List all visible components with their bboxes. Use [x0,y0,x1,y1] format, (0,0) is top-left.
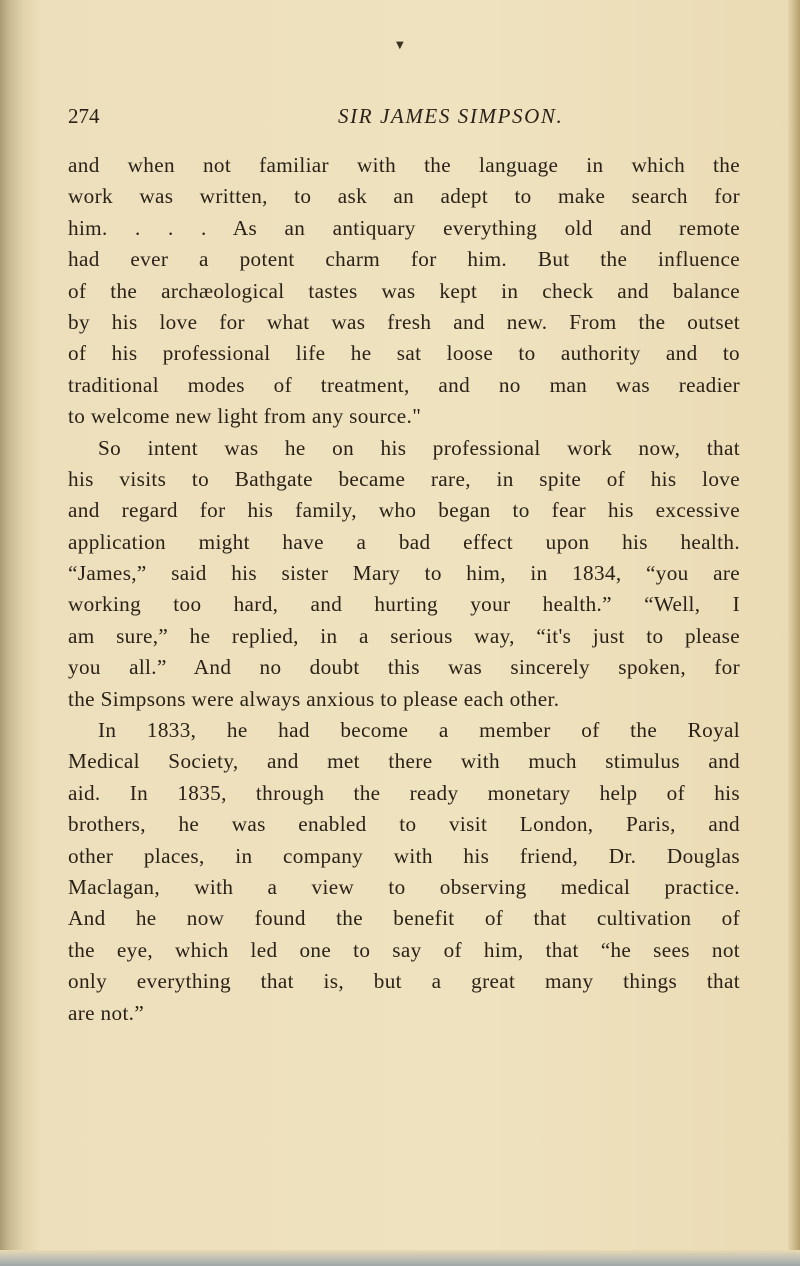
text-line: And he now found the benefit of that cultivation of [68,906,740,931]
text-line: working too hard, and hurting your health.” “Well, I [68,592,740,617]
text-line: and regard for his family, who began to fear his excessive [68,498,740,523]
text-line: am sure,” he replied, in a serious way, “it's just to please [68,623,740,648]
text-line: So intent was he on his professional work now, that [98,435,740,460]
text-line: In 1833, he had become a member of the Royal [98,718,740,743]
text-line: other places, in company with his friend, Dr. Douglas [68,843,740,868]
running-head: SIR JAMES SIMPSON. [338,104,564,128]
page-bottom-edge [0,1250,800,1266]
text-line: of the archæological tastes was kept in check and balance [68,278,740,303]
text-line: are not.” [68,1000,145,1025]
text-line: application might have a bad effect upon his health. [68,529,740,554]
text-line: you all.” And no doubt this was sincerely spoken, for [68,655,740,680]
text-line: Maclagan, with a view to observing medical practice. [68,874,740,899]
text-line: only everything that is, but a great many things that [68,969,740,994]
binding-edge [0,0,22,1266]
text-line: “James,” said his sister Mary to him, in 1834, “you are [68,561,740,586]
text-line: to welcome new light from any source." [68,404,422,429]
page-header [68,104,728,134]
text-line: aid. In 1835, through the ready monetary help of his [68,780,740,805]
text-line: the eye, which led one to say of him, that “he sees not [68,937,740,962]
text-line: and when not familiar with the language in which the [68,153,740,177]
text-line: his visits to Bathgate became rare, in spite of his love [68,466,740,491]
ink-speck: ▼ [396,40,404,51]
text-line: had ever a potent charm for him. But the influence [68,247,740,272]
page-edge [788,0,800,1266]
text-line: Medical Society, and met there with much stimulus and [68,749,740,774]
text-line: of his professional life he sat loose to authority and to [68,341,740,366]
text-line: the Simpsons were always anxious to please each other. [68,686,560,711]
text-line: work was written, to ask an adept to make search for [68,184,740,209]
body-text [68,150,740,1029]
page-number: 274 [68,104,100,128]
text-line: by his love for what was fresh and new. From the outset [68,309,740,334]
text-line: brothers, he was enabled to visit London, Paris, and [68,812,740,837]
text-line: traditional modes of treatment, and no man was readier [68,372,740,397]
text-line: him. . . . As an antiquary everything old and remote [68,215,740,240]
